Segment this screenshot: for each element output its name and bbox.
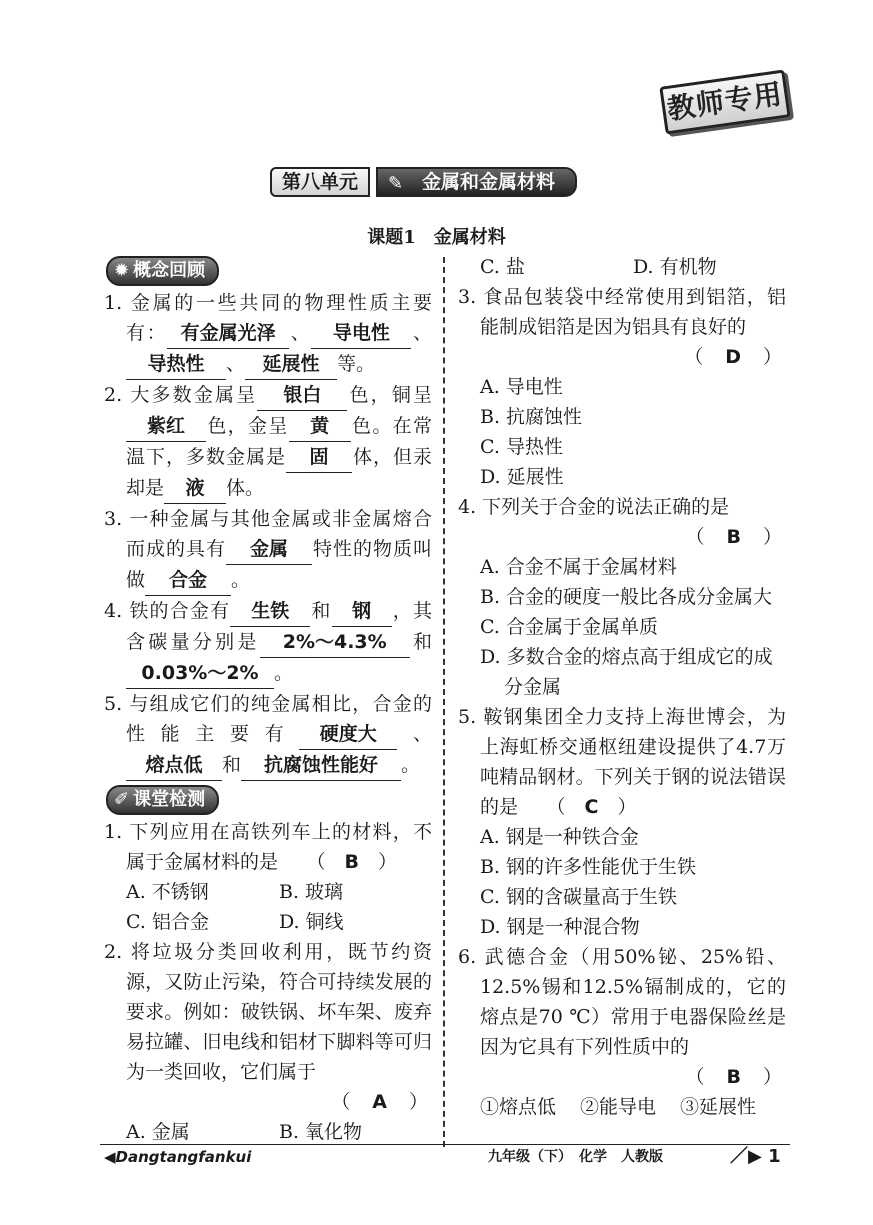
concept-question-3: 3. 一种金属与其他金属或非金属熔合而成的具有 金属 特性的物质叫做 合金 。 xyxy=(104,504,432,596)
answer-parens: （ B ） xyxy=(685,1066,782,1088)
options-row xyxy=(104,907,432,937)
page-number: ／▶ 1 xyxy=(730,1146,781,1167)
answer-letter: B xyxy=(344,851,360,873)
answer-blank: 2%～4.3% xyxy=(260,627,410,658)
concept-question-5: 5. 与组成它们的纯金属相比，合金的性能主要有 硬度大 、熔点低 和 抗腐蚀性能好 。 xyxy=(104,689,432,781)
answer-blank: 有金属光泽 xyxy=(167,318,289,349)
answer-blank: 黄 xyxy=(289,411,351,442)
answer-blank: 抗腐蚀性能好 xyxy=(241,750,401,781)
check-question-6: 6. 武德合金（用50%铋、25%铅、12.5%锡和12.5%镉制成的，它的熔点是70 ℃）常用于电器保险丝是因为它具有下列性质中的 xyxy=(458,946,786,1058)
check-question-5: 5. 鞍钢集团全力支持上海世博会，为上海虹桥交通枢纽建设提供了4.7万吨精品钢材。下列关于钢的说法错误的是 （ C ） xyxy=(458,706,786,818)
lightbulb-icon: ✹ xyxy=(114,260,130,281)
options-row xyxy=(458,252,786,282)
option: A. 钢是一种铁合金 xyxy=(480,826,639,848)
option: ③延展性 xyxy=(680,1096,757,1118)
option: D. 延展性 xyxy=(480,466,564,488)
check-question-4: 4. 下列关于合金的说法正确的是 xyxy=(458,496,730,518)
option: B. 氧化物 xyxy=(279,1121,363,1143)
answer-blank: 银白 xyxy=(257,380,347,411)
answer-blank: 液 xyxy=(164,473,226,504)
answer-blank: 固 xyxy=(286,442,352,473)
footer-book-info: 九年级（下） 化学 人教版 xyxy=(488,1149,663,1165)
unit-title: 金属和金属材料 xyxy=(422,171,556,193)
answer-letter: C xyxy=(584,796,599,818)
answer-blank: 0.03%～2% xyxy=(126,658,274,689)
answer-blank: 导热性 xyxy=(126,349,226,380)
option: D. 钢是一种混合物 xyxy=(480,916,640,938)
answer-letter: A xyxy=(372,1091,387,1113)
pencil-icon: ✐ xyxy=(114,789,130,810)
option: C. 钢的含碳量高于生铁 xyxy=(480,886,677,908)
option: B. 玻璃 xyxy=(279,881,344,903)
option: C. 盐 xyxy=(480,256,525,278)
answer-parens: （ A ） xyxy=(331,1091,428,1113)
option: ②能导电 xyxy=(580,1096,657,1118)
option: A. 合金不属于金属材料 xyxy=(480,556,677,578)
options-row xyxy=(104,1117,432,1147)
answer-blank: 导电性 xyxy=(311,318,411,349)
option: D. 有机物 xyxy=(633,256,717,278)
check-question-1: 1. 下列应用在高铁列车上的材料，不属于金属材料的是 （ B ） xyxy=(104,821,432,873)
option: D. 铜线 xyxy=(279,911,344,933)
option: C. 导热性 xyxy=(480,436,563,458)
option: ①熔点低 xyxy=(480,1096,557,1118)
answer-blank: 熔点低 xyxy=(126,750,222,781)
statement-options xyxy=(458,1092,786,1122)
options-row xyxy=(104,877,432,907)
concept-question-1: 1. 金属的一些共同的物理性质主要有： 有金属光泽 、 导电性 、导热性 、 延展性 等。 xyxy=(104,288,432,380)
check-question-3: 3. 食品包装袋中经常使用到铝箔，铝能制成铝箔是因为铝具有良好的 xyxy=(458,286,786,338)
column-divider xyxy=(443,257,445,1147)
concept-review-header: ✹ 概念回顾 xyxy=(106,256,219,286)
answer-parens: （ D ） xyxy=(684,346,782,368)
option: A. 不锈钢 xyxy=(126,881,209,903)
unit-title-banner xyxy=(376,167,577,197)
answer-blank: 硬度大 xyxy=(299,719,397,750)
answer-blank: 延展性 xyxy=(245,349,337,380)
option: B. 钢的许多性能优于生铁 xyxy=(480,856,697,878)
answer-blank: 紫红 xyxy=(126,411,206,442)
option: B. 合金的硬度一般比各成分金属大 xyxy=(480,586,773,608)
answer-blank: 金属 xyxy=(226,534,312,565)
answer-blank: 合金 xyxy=(145,565,231,596)
answer-letter: B xyxy=(726,526,741,548)
concept-question-4: 4. 铁的合金有 生铁 和 钢 ，其含碳量分别是 2%～4.3% 和0.03%～2% 。 xyxy=(104,596,432,689)
footer-brand: ◀Dangtangfankui xyxy=(104,1148,252,1166)
answer-letter: B xyxy=(726,1066,741,1088)
option: C. 铝合金 xyxy=(126,911,209,933)
unit-number: 第八单元 xyxy=(270,167,370,197)
unit-header xyxy=(270,168,577,196)
lesson-title: 课题1 金属材料 xyxy=(367,227,506,248)
left-column xyxy=(104,252,432,1147)
answer-parens: （ B ） xyxy=(685,526,782,548)
option: C. 合金属于金属单质 xyxy=(480,616,658,638)
check-question-2: 2. 将垃圾分类回收利用，既节约资源，又防止污染，符合可持续发展的要求。例如：破铁锅、坏车架、废弃易拉罐、旧电线和铝材下脚料等可归为一类回收，它们属于 xyxy=(104,941,432,1083)
pen-icon: ✎ xyxy=(388,173,404,194)
answer-blank: 钢 xyxy=(332,596,392,627)
option: A. 导电性 xyxy=(480,376,563,398)
answer-letter: D xyxy=(725,346,741,368)
option: B. 抗腐蚀性 xyxy=(480,406,583,428)
concept-question-2: 2. 大多数金属呈 银白 色，铜呈紫红 色，金呈 黄 色。在常温下，多数金属是 固 体，但汞却是 液 体。 xyxy=(104,380,432,504)
teacher-only-stamp: 教师专用 xyxy=(659,69,790,134)
option: D. 多数合金的熔点高于组成它的成分金属 xyxy=(480,646,773,698)
classroom-check-header: ✐ 课堂检测 xyxy=(106,785,219,815)
right-column xyxy=(458,252,786,1122)
option: A. 金属 xyxy=(126,1121,190,1143)
answer-blank: 生铁 xyxy=(230,596,310,627)
